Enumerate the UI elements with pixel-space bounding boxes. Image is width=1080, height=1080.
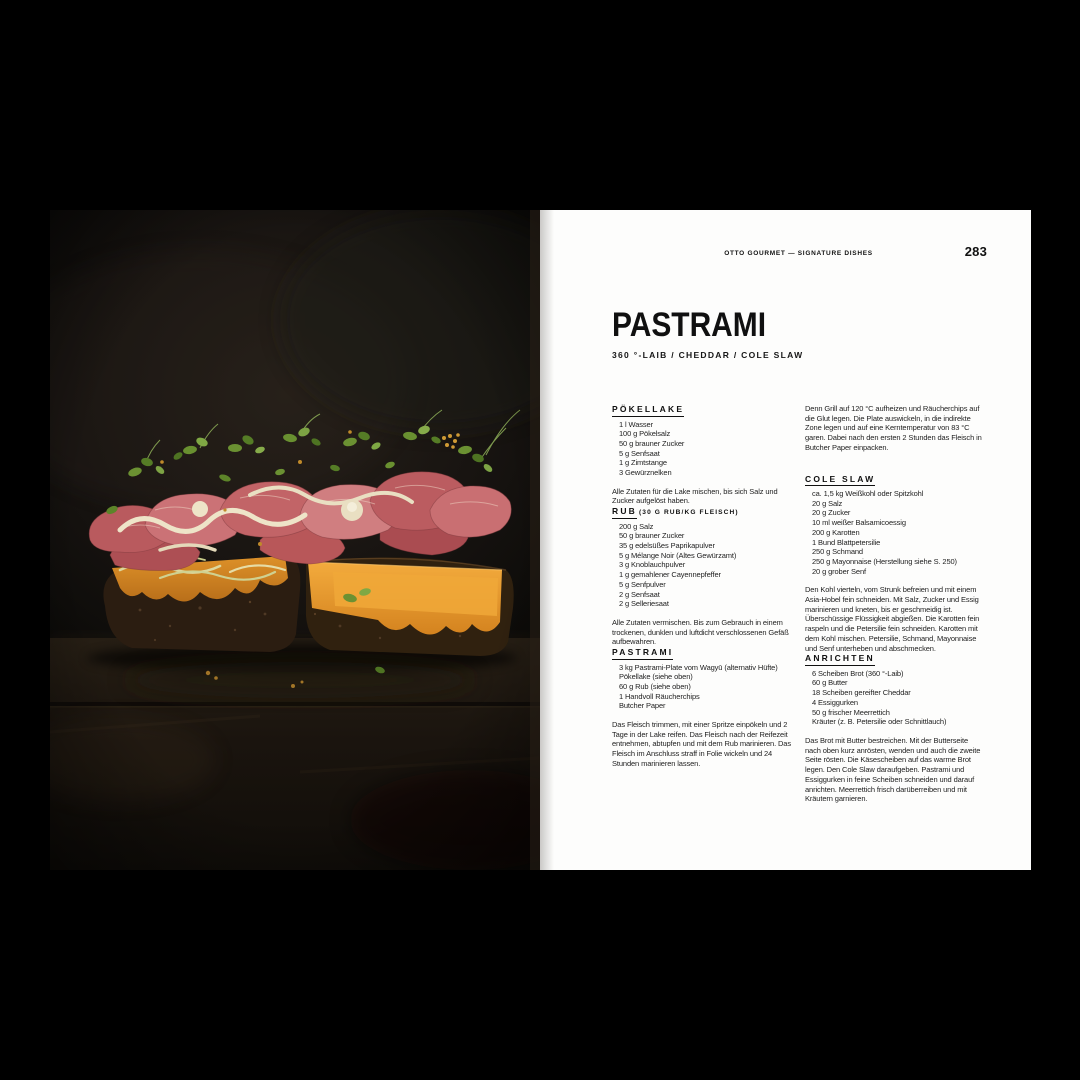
- ingredient-line: Kräuter (z. B. Petersilie oder Schnittlauch): [812, 717, 947, 727]
- running-head: OTTO GOURMET — SIGNATURE DISHES: [724, 250, 873, 257]
- photo-vignette: [50, 210, 540, 870]
- ingredient-line: 1 Bund Blattpetersilie: [812, 537, 881, 547]
- ingredient-line: 2 g Selleriesaat: [619, 599, 669, 609]
- ingredient-line: 60 g Rub (siehe oben): [619, 681, 691, 691]
- ingredient-line: 1 g Zimtstange: [619, 458, 667, 468]
- recipe-page: [540, 210, 1031, 870]
- spine-highlight: [530, 210, 540, 870]
- ingredient-line: 20 g Zucker: [812, 508, 851, 518]
- section-heading: [612, 647, 792, 660]
- ingredient-list: [805, 669, 985, 727]
- ingredient-list: [612, 663, 792, 712]
- ingredient-line: 2 g Senfsaat: [619, 589, 660, 599]
- ingredient-line: 100 g Pökelsalz: [619, 429, 671, 439]
- instructions-paragraph: Alle Zutaten vermischen. Bis zum Gebrauch in einem trockenen, dunklen und luftdicht verschlossenen Gefäß aufbewahren.: [612, 617, 789, 647]
- instructions-paragraph: Das Brot mit Butter bestreichen. Mit der Butterseite nach oben kurz anrösten, wenden und auch die zweite Seite rösten. Die Käsescheiben auf das warme Brot legen. Den Cole Slaw daraufgeben. Pastrami und Essiggurken in feine Scheiben schneiden und darauf anrichten. Meerrettich frisch darüberreiben und mit Kräutern garnieren.: [805, 735, 981, 804]
- ingredient-line: 50 g frischer Meerrettich: [812, 707, 890, 717]
- recipe-title: PASTRAMI: [612, 306, 767, 344]
- ingredient-line: 250 g Schmand: [812, 547, 863, 557]
- ingredient-line: 3 Gewürznelken: [619, 468, 672, 478]
- ingredient-line: 10 ml weißer Balsamicoessig: [812, 518, 906, 528]
- section-poekellake: [612, 404, 792, 506]
- recipe-columns: [612, 404, 985, 804]
- heading-text: PASTRAMI: [612, 647, 673, 660]
- column-right: [805, 404, 985, 804]
- ingredient-list: [805, 489, 985, 576]
- heading-text: ANRICHTEN: [805, 653, 875, 666]
- ingredient-line: 50 g brauner Zucker: [619, 531, 685, 541]
- instructions-paragraph: Alle Zutaten für die Lake mischen, bis sich Salz und Zucker aufgelöst haben.: [612, 486, 778, 506]
- ingredient-line: 50 g brauner Zucker: [619, 438, 685, 448]
- ingredient-line: 250 g Mayonnaise (Herstellung siehe S. 250): [812, 556, 957, 566]
- ingredient-line: 20 g Salz: [812, 498, 843, 508]
- section-heading: [805, 653, 985, 666]
- ingredient-line: 60 g Butter: [812, 678, 848, 688]
- section-rub: [612, 506, 792, 647]
- section-heading: [612, 506, 792, 519]
- section-cole-slaw: [805, 474, 985, 654]
- ingredient-line: 3 g Knoblauchpulver: [619, 560, 686, 570]
- ingredient-line: 1 Handvoll Räucherchips: [619, 691, 700, 701]
- instructions-paragraph: Den Kohl vierteln, vom Strunk befreien und mit einem Asia-Hobel fein schneiden. Mit Salz, Zucker und Essig marinieren und kneten, bis er geschmeidig ist. Überschüssige Flüssigkeit abgießen. Die Karotten fein raspeln und die Petersilie fein schneiden. Karotten mit dem Kohl mischen. Petersilie, Schmand, Mayonnaise und Senf unterheben und abschmecken.: [805, 585, 980, 653]
- column-left: [612, 404, 792, 804]
- ingredient-list: [612, 420, 792, 478]
- section-heading: [612, 404, 792, 417]
- book-spread: [50, 210, 1031, 870]
- ingredient-line: ca. 1,5 kg Weißkohl oder Spitzkohl: [812, 489, 924, 499]
- dish-photo: [50, 210, 540, 870]
- section-pastrami: [612, 647, 792, 769]
- ingredient-line: Butcher Paper: [619, 701, 666, 711]
- heading-text: COLE SLAW: [805, 474, 875, 487]
- ingredient-line: 5 g Senfsaat: [619, 448, 660, 458]
- ingredient-line: 200 g Salz: [619, 521, 654, 531]
- ingredient-line: 20 g grober Senf: [812, 566, 866, 576]
- ingredient-line: 35 g edelsüßes Paprikapulver: [619, 541, 715, 551]
- ingredient-line: 5 g Senfpulver: [619, 579, 666, 589]
- ingredient-line: Pökellake (siehe oben): [619, 672, 693, 682]
- ingredient-line: 1 l Wasser: [619, 419, 653, 429]
- page-number: 283: [964, 244, 987, 259]
- title-block: [612, 308, 803, 360]
- instructions-paragraph: Das Fleisch trimmen, mit einer Spritze einpökeln und 2 Tage in der Lake reifen. Das Fleisch nach der Reifezeit entnehmen, abtupfen und mit dem Rub marinieren. Das Fleisch im Anschluss straff in Folie wickeln und 24 Stunden marinieren lassen.: [612, 720, 791, 768]
- heading-note: (30 G RUB/KG FLEISCH): [639, 509, 739, 517]
- ingredient-line: 5 g Mélange Noir (Altes Gewürzamt): [619, 550, 737, 560]
- recipe-subtitle: 360 °-LAIB / CHEDDAR / COLE SLAW: [612, 350, 804, 360]
- ingredient-line: 3 kg Pastrami-Plate vom Wagyū (alternativ Hüfte): [619, 662, 778, 672]
- ingredient-line: 18 Scheiben gereifter Cheddar: [812, 688, 911, 698]
- grill-instructions-paragraph: Denn Grill auf 120 °C aufheizen und Räucherchips auf die Glut legen. Die Plate auswickeln, in die indirekte Zone legen und auf eine Kerntemperatur von 83 °C garen. Dabei nach den ersten 2 Stunden das Fleisch in Butcher Paper einpacken.: [805, 404, 982, 452]
- heading-text: PÖKELLAKE: [612, 404, 684, 417]
- ingredient-line: 6 Scheiben Brot (360 °-Laib): [812, 668, 904, 678]
- photo-page: [50, 210, 540, 870]
- section-heading: [805, 474, 985, 487]
- ingredient-line: 4 Essiggurken: [812, 697, 858, 707]
- ingredient-line: 200 g Karotten: [812, 527, 860, 537]
- section-anrichten: [805, 653, 985, 804]
- heading-text: RUB: [612, 506, 637, 519]
- ingredient-list: [612, 522, 792, 609]
- ingredient-line: 1 g gemahlener Cayennepfeffer: [619, 570, 721, 580]
